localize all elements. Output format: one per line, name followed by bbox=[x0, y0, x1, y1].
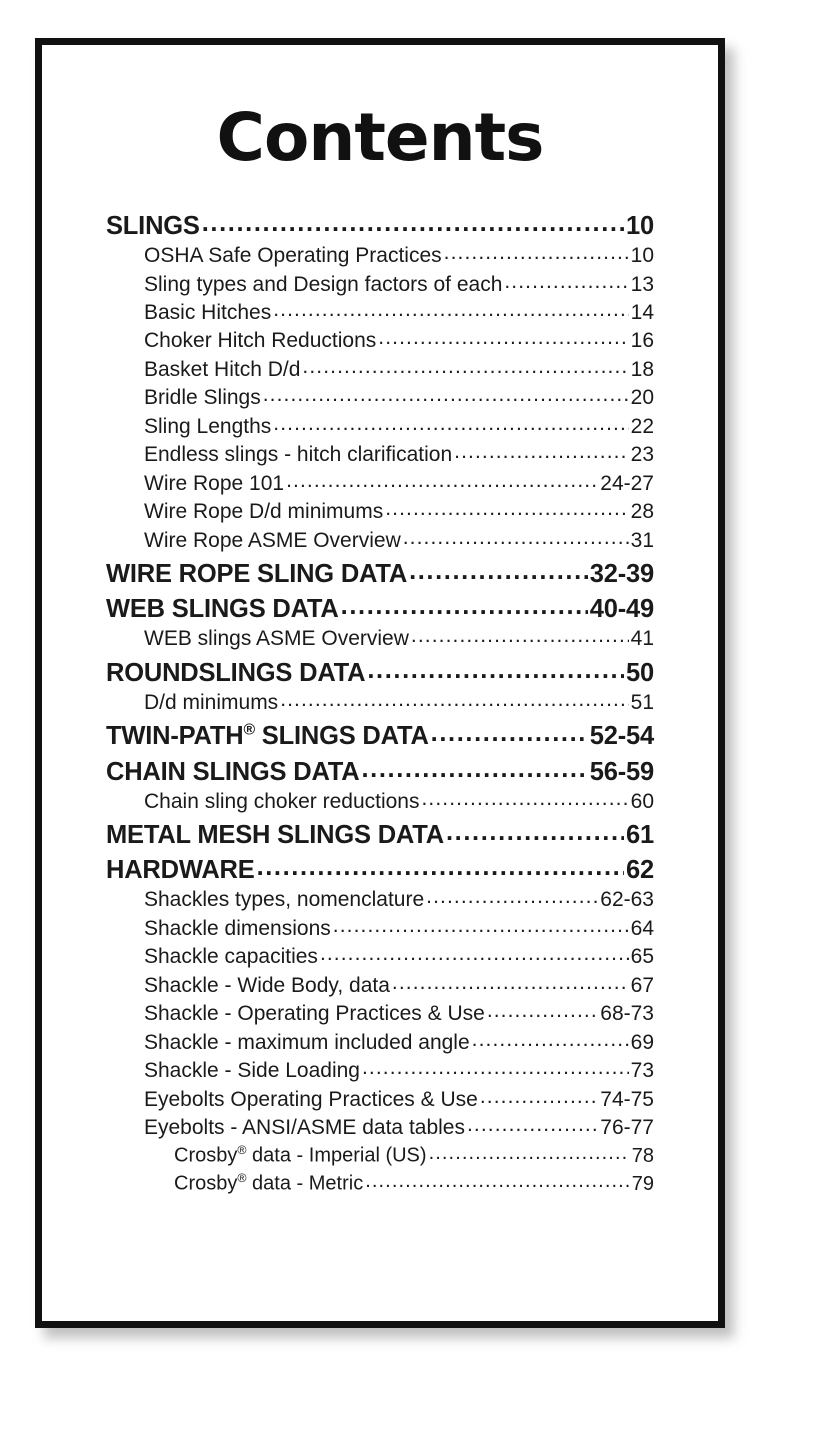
registered-trademark-mark: ® bbox=[237, 1171, 247, 1186]
toc-section-row[interactable] bbox=[106, 720, 654, 752]
toc-entry-row[interactable] bbox=[106, 527, 654, 555]
toc-section-row[interactable] bbox=[106, 210, 654, 242]
toc-entry-row[interactable] bbox=[106, 1170, 654, 1198]
toc-entry-page: 51 bbox=[630, 690, 654, 714]
toc-entry-page: 76-77 bbox=[600, 1115, 654, 1139]
leader-dots bbox=[467, 1111, 598, 1139]
toc-entry-row[interactable] bbox=[106, 915, 654, 943]
toc-entry-page: 24-27 bbox=[600, 471, 654, 495]
toc-entry-label-tail: SLINGS DATA bbox=[254, 722, 429, 751]
leader-dots bbox=[257, 851, 624, 883]
leader-dots bbox=[280, 686, 628, 714]
toc-entry-page: 52-54 bbox=[589, 722, 654, 751]
leader-dots bbox=[273, 410, 628, 438]
registered-trademark-mark: ® bbox=[237, 1143, 247, 1158]
toc-entry-page: 22 bbox=[630, 414, 654, 438]
toc-entry-label: Shackles types, nomenclature bbox=[144, 888, 425, 912]
leader-dots bbox=[454, 438, 629, 466]
leader-dots bbox=[273, 296, 628, 324]
toc-entry-row[interactable] bbox=[106, 1142, 654, 1170]
toc-entry-row[interactable] bbox=[106, 1057, 654, 1085]
table-of-contents bbox=[106, 210, 654, 1198]
toc-entry-label: WEB SLINGS DATA bbox=[106, 595, 339, 624]
toc-entry-label: ROUNDSLINGS DATA bbox=[106, 658, 366, 687]
toc-section-row[interactable] bbox=[106, 756, 654, 788]
toc-entry-row[interactable] bbox=[106, 271, 654, 299]
toc-entry-page: 13 bbox=[630, 272, 654, 296]
leader-dots bbox=[403, 524, 629, 552]
toc-entry-page: 41 bbox=[630, 627, 654, 651]
registered-trademark-mark: ® bbox=[243, 721, 255, 739]
toc-entry-page: 56-59 bbox=[589, 757, 654, 786]
leader-dots bbox=[487, 997, 598, 1025]
toc-entry-page: 74-75 bbox=[600, 1087, 654, 1111]
leader-dots bbox=[421, 785, 628, 813]
toc-entry-label: Shackle capacities bbox=[144, 945, 318, 969]
leader-dots bbox=[431, 717, 588, 749]
toc-entry-row[interactable] bbox=[106, 413, 654, 441]
toc-entry-label: WIRE ROPE SLING DATA bbox=[106, 560, 408, 589]
toc-entry-page: 65 bbox=[630, 945, 654, 969]
toc-entry-page: 78 bbox=[631, 1145, 654, 1168]
toc-entry-label: Shackle - Operating Practices & Use bbox=[144, 1002, 485, 1026]
toc-entry-label-tail: data - Imperial (US) bbox=[246, 1145, 427, 1168]
toc-entry-page: 68-73 bbox=[600, 1002, 654, 1026]
leader-dots bbox=[480, 1083, 598, 1111]
page-content bbox=[42, 45, 718, 1321]
toc-entry-label: Shackle - Side Loading bbox=[144, 1059, 360, 1083]
leader-dots bbox=[378, 324, 628, 352]
toc-entry-page: 79 bbox=[631, 1172, 654, 1195]
toc-entry-page: 40-49 bbox=[589, 595, 654, 624]
leader-dots bbox=[365, 1168, 630, 1195]
toc-entry-page: 32-39 bbox=[589, 560, 654, 589]
toc-entry-label: Shackle dimensions bbox=[144, 916, 331, 940]
leader-dots bbox=[446, 816, 624, 848]
toc-entry-row[interactable] bbox=[106, 689, 654, 717]
leader-dots bbox=[263, 381, 629, 409]
toc-entry-label: Wire Rope D/d minimums bbox=[144, 500, 384, 524]
toc-entry-page: 67 bbox=[630, 973, 654, 997]
toc-entry-row[interactable] bbox=[106, 1029, 654, 1057]
toc-entry-label: Eyebolts - ANSI/ASME data tables bbox=[144, 1115, 465, 1139]
toc-entry-row[interactable] bbox=[106, 327, 654, 355]
toc-entry-page: 73 bbox=[630, 1059, 654, 1083]
toc-entry-page: 62-63 bbox=[600, 888, 654, 912]
toc-entry-label: Wire Rope 101 bbox=[144, 471, 285, 495]
toc-entry-page: 10 bbox=[626, 212, 654, 240]
toc-entry-row[interactable] bbox=[106, 470, 654, 498]
toc-entry-label: Choker Hitch Reductions bbox=[144, 329, 377, 353]
leader-dots bbox=[444, 239, 629, 267]
toc-entry-label: Endless slings - hitch clarification bbox=[144, 443, 453, 467]
toc-entry-row[interactable] bbox=[106, 1086, 654, 1114]
leader-dots bbox=[504, 268, 628, 296]
toc-entry-label: HARDWARE bbox=[106, 856, 255, 885]
leader-dots bbox=[385, 495, 628, 523]
toc-section-row[interactable] bbox=[106, 854, 654, 886]
page-sheet bbox=[35, 38, 725, 1328]
toc-entry-row[interactable] bbox=[106, 242, 654, 270]
leader-dots bbox=[341, 590, 588, 622]
toc-entry-label: WEB slings ASME Overview bbox=[144, 627, 409, 651]
toc-entry-label: SLINGS bbox=[106, 212, 200, 240]
toc-entry-page: 61 bbox=[626, 821, 654, 850]
toc-entry-page: 64 bbox=[630, 916, 654, 940]
toc-entry-label: Sling Lengths bbox=[144, 414, 272, 438]
toc-entry-label: Chain sling choker reductions bbox=[144, 789, 420, 813]
toc-entry-label: Shackle - maximum included angle bbox=[144, 1030, 470, 1054]
toc-entry-row[interactable] bbox=[106, 943, 654, 971]
toc-entry-page: 14 bbox=[630, 301, 654, 325]
toc-entry-page: 31 bbox=[630, 528, 654, 552]
toc-entry-page: 50 bbox=[626, 658, 654, 687]
toc-entry-row[interactable] bbox=[106, 886, 654, 914]
toc-section-row[interactable] bbox=[106, 558, 654, 590]
toc-entry-label-tail: data - Metric bbox=[246, 1172, 364, 1195]
leader-dots bbox=[333, 912, 629, 940]
toc-entry-label: Wire Rope ASME Overview bbox=[144, 528, 401, 552]
toc-entry-page: 69 bbox=[630, 1030, 654, 1054]
leader-dots bbox=[367, 654, 624, 686]
leader-dots bbox=[411, 622, 629, 650]
toc-entry-label: Crosby® data - Metric bbox=[174, 1171, 364, 1195]
toc-entry-label: Shackle - Wide Body, data bbox=[144, 973, 390, 997]
toc-entry-label: Basket Hitch D/d bbox=[144, 357, 301, 381]
toc-entry-row[interactable] bbox=[106, 498, 654, 526]
toc-entry-row[interactable] bbox=[106, 788, 654, 816]
toc-entry-page: 10 bbox=[630, 244, 654, 268]
leader-dots bbox=[286, 467, 598, 495]
toc-entry-row[interactable] bbox=[106, 625, 654, 653]
toc-entry-row[interactable] bbox=[106, 972, 654, 1000]
toc-entry-label: D/d minimums bbox=[144, 690, 279, 714]
toc-section-row[interactable] bbox=[106, 819, 654, 851]
toc-section-row[interactable] bbox=[106, 657, 654, 689]
toc-entry-label: Sling types and Design factors of each bbox=[144, 272, 503, 296]
leader-dots bbox=[429, 1140, 630, 1167]
leader-dots bbox=[392, 969, 629, 997]
leader-dots bbox=[320, 940, 629, 968]
toc-entry-label: OSHA Safe Operating Practices bbox=[144, 244, 442, 268]
toc-entry-page: 62 bbox=[626, 856, 654, 885]
page-title: Contents bbox=[216, 99, 544, 176]
toc-entry-row[interactable] bbox=[106, 356, 654, 384]
leader-dots bbox=[409, 555, 588, 587]
toc-entry-page: 20 bbox=[630, 386, 654, 410]
toc-entry-row[interactable] bbox=[106, 441, 654, 469]
toc-section-row[interactable] bbox=[106, 593, 654, 625]
toc-entry-label: CHAIN SLINGS DATA bbox=[106, 757, 360, 786]
toc-entry-page: 60 bbox=[630, 789, 654, 813]
leader-dots bbox=[361, 753, 587, 785]
toc-entry-page: 16 bbox=[630, 329, 654, 353]
toc-entry-label: METAL MESH SLINGS DATA bbox=[106, 821, 444, 850]
leader-dots bbox=[472, 1026, 629, 1054]
toc-entry-row[interactable] bbox=[106, 299, 654, 327]
toc-entry-label: TWIN-PATH® SLINGS DATA bbox=[106, 721, 429, 751]
toc-entry-page: 23 bbox=[630, 443, 654, 467]
toc-entry-label: Basic Hitches bbox=[144, 301, 272, 325]
toc-entry-row[interactable] bbox=[106, 384, 654, 412]
leader-dots bbox=[362, 1054, 629, 1082]
leader-dots bbox=[202, 207, 624, 239]
toc-entry-label: Eyebolts Operating Practices & Use bbox=[144, 1087, 478, 1111]
leader-dots bbox=[426, 883, 598, 911]
toc-entry-label: Crosby® data - Imperial (US) bbox=[174, 1143, 427, 1168]
leader-dots bbox=[302, 353, 628, 381]
toc-entry-row[interactable] bbox=[106, 1000, 654, 1028]
toc-entry-page: 28 bbox=[630, 500, 654, 524]
toc-entry-row[interactable] bbox=[106, 1114, 654, 1142]
toc-entry-label: Bridle Slings bbox=[144, 386, 261, 410]
toc-entry-page: 18 bbox=[630, 357, 654, 381]
